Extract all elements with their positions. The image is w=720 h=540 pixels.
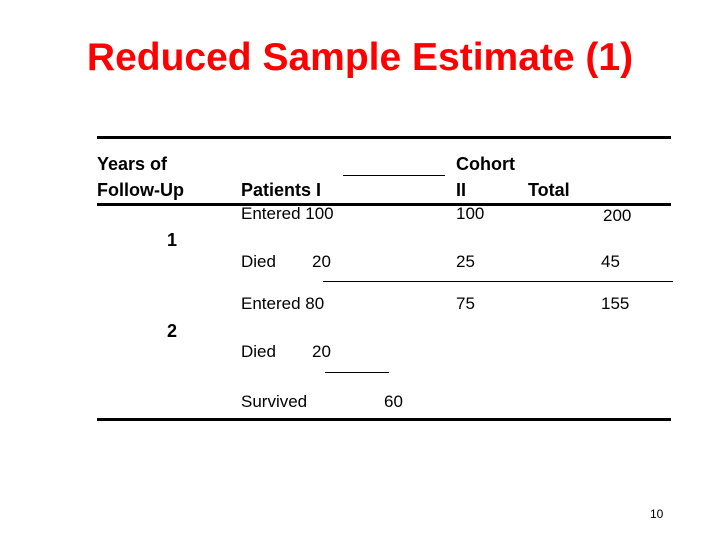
- row-label: Survived: [241, 392, 308, 411]
- total-header: Total: [528, 180, 570, 200]
- cohort-I-value: 20: [312, 252, 331, 271]
- cohort-II-header: II: [456, 180, 467, 200]
- years-header-line-1: Years of: [97, 154, 168, 174]
- table-bottom-rule: [97, 418, 671, 421]
- cohort-I-value: 20: [312, 342, 331, 361]
- total-value: 45: [601, 252, 620, 271]
- total-value: 155: [601, 294, 630, 313]
- cohort-header: Cohort: [456, 154, 515, 174]
- row-label: Died: [241, 252, 276, 271]
- cohort-header-rule: [343, 175, 445, 176]
- row-label: Died: [241, 342, 276, 361]
- cohort-II-value: 75: [456, 294, 475, 313]
- period-label: 1: [167, 230, 178, 250]
- patients-label: Patients: [241, 180, 312, 200]
- years-header-line-2: Follow-Up: [97, 180, 184, 200]
- cohort-I-label: I: [316, 180, 322, 200]
- row-label: Entered 100: [241, 204, 334, 223]
- row-label: Entered 80: [241, 294, 325, 313]
- table-top-rule: [97, 136, 671, 139]
- header-bottom-rule: [97, 203, 671, 206]
- cohort-II-value: 25: [456, 252, 475, 271]
- died-subtotal-rule: [325, 372, 389, 373]
- total-value: 200: [603, 206, 632, 225]
- period-label: 2: [167, 321, 178, 341]
- slide-title: Reduced Sample Estimate (1): [86, 36, 634, 79]
- period-1-divider-rule: [323, 281, 673, 282]
- cohort-I-value: 60: [384, 392, 403, 411]
- cohort-II-value: 100: [456, 204, 485, 223]
- page-number: 10: [650, 507, 664, 521]
- patients-header: [241, 179, 321, 201]
